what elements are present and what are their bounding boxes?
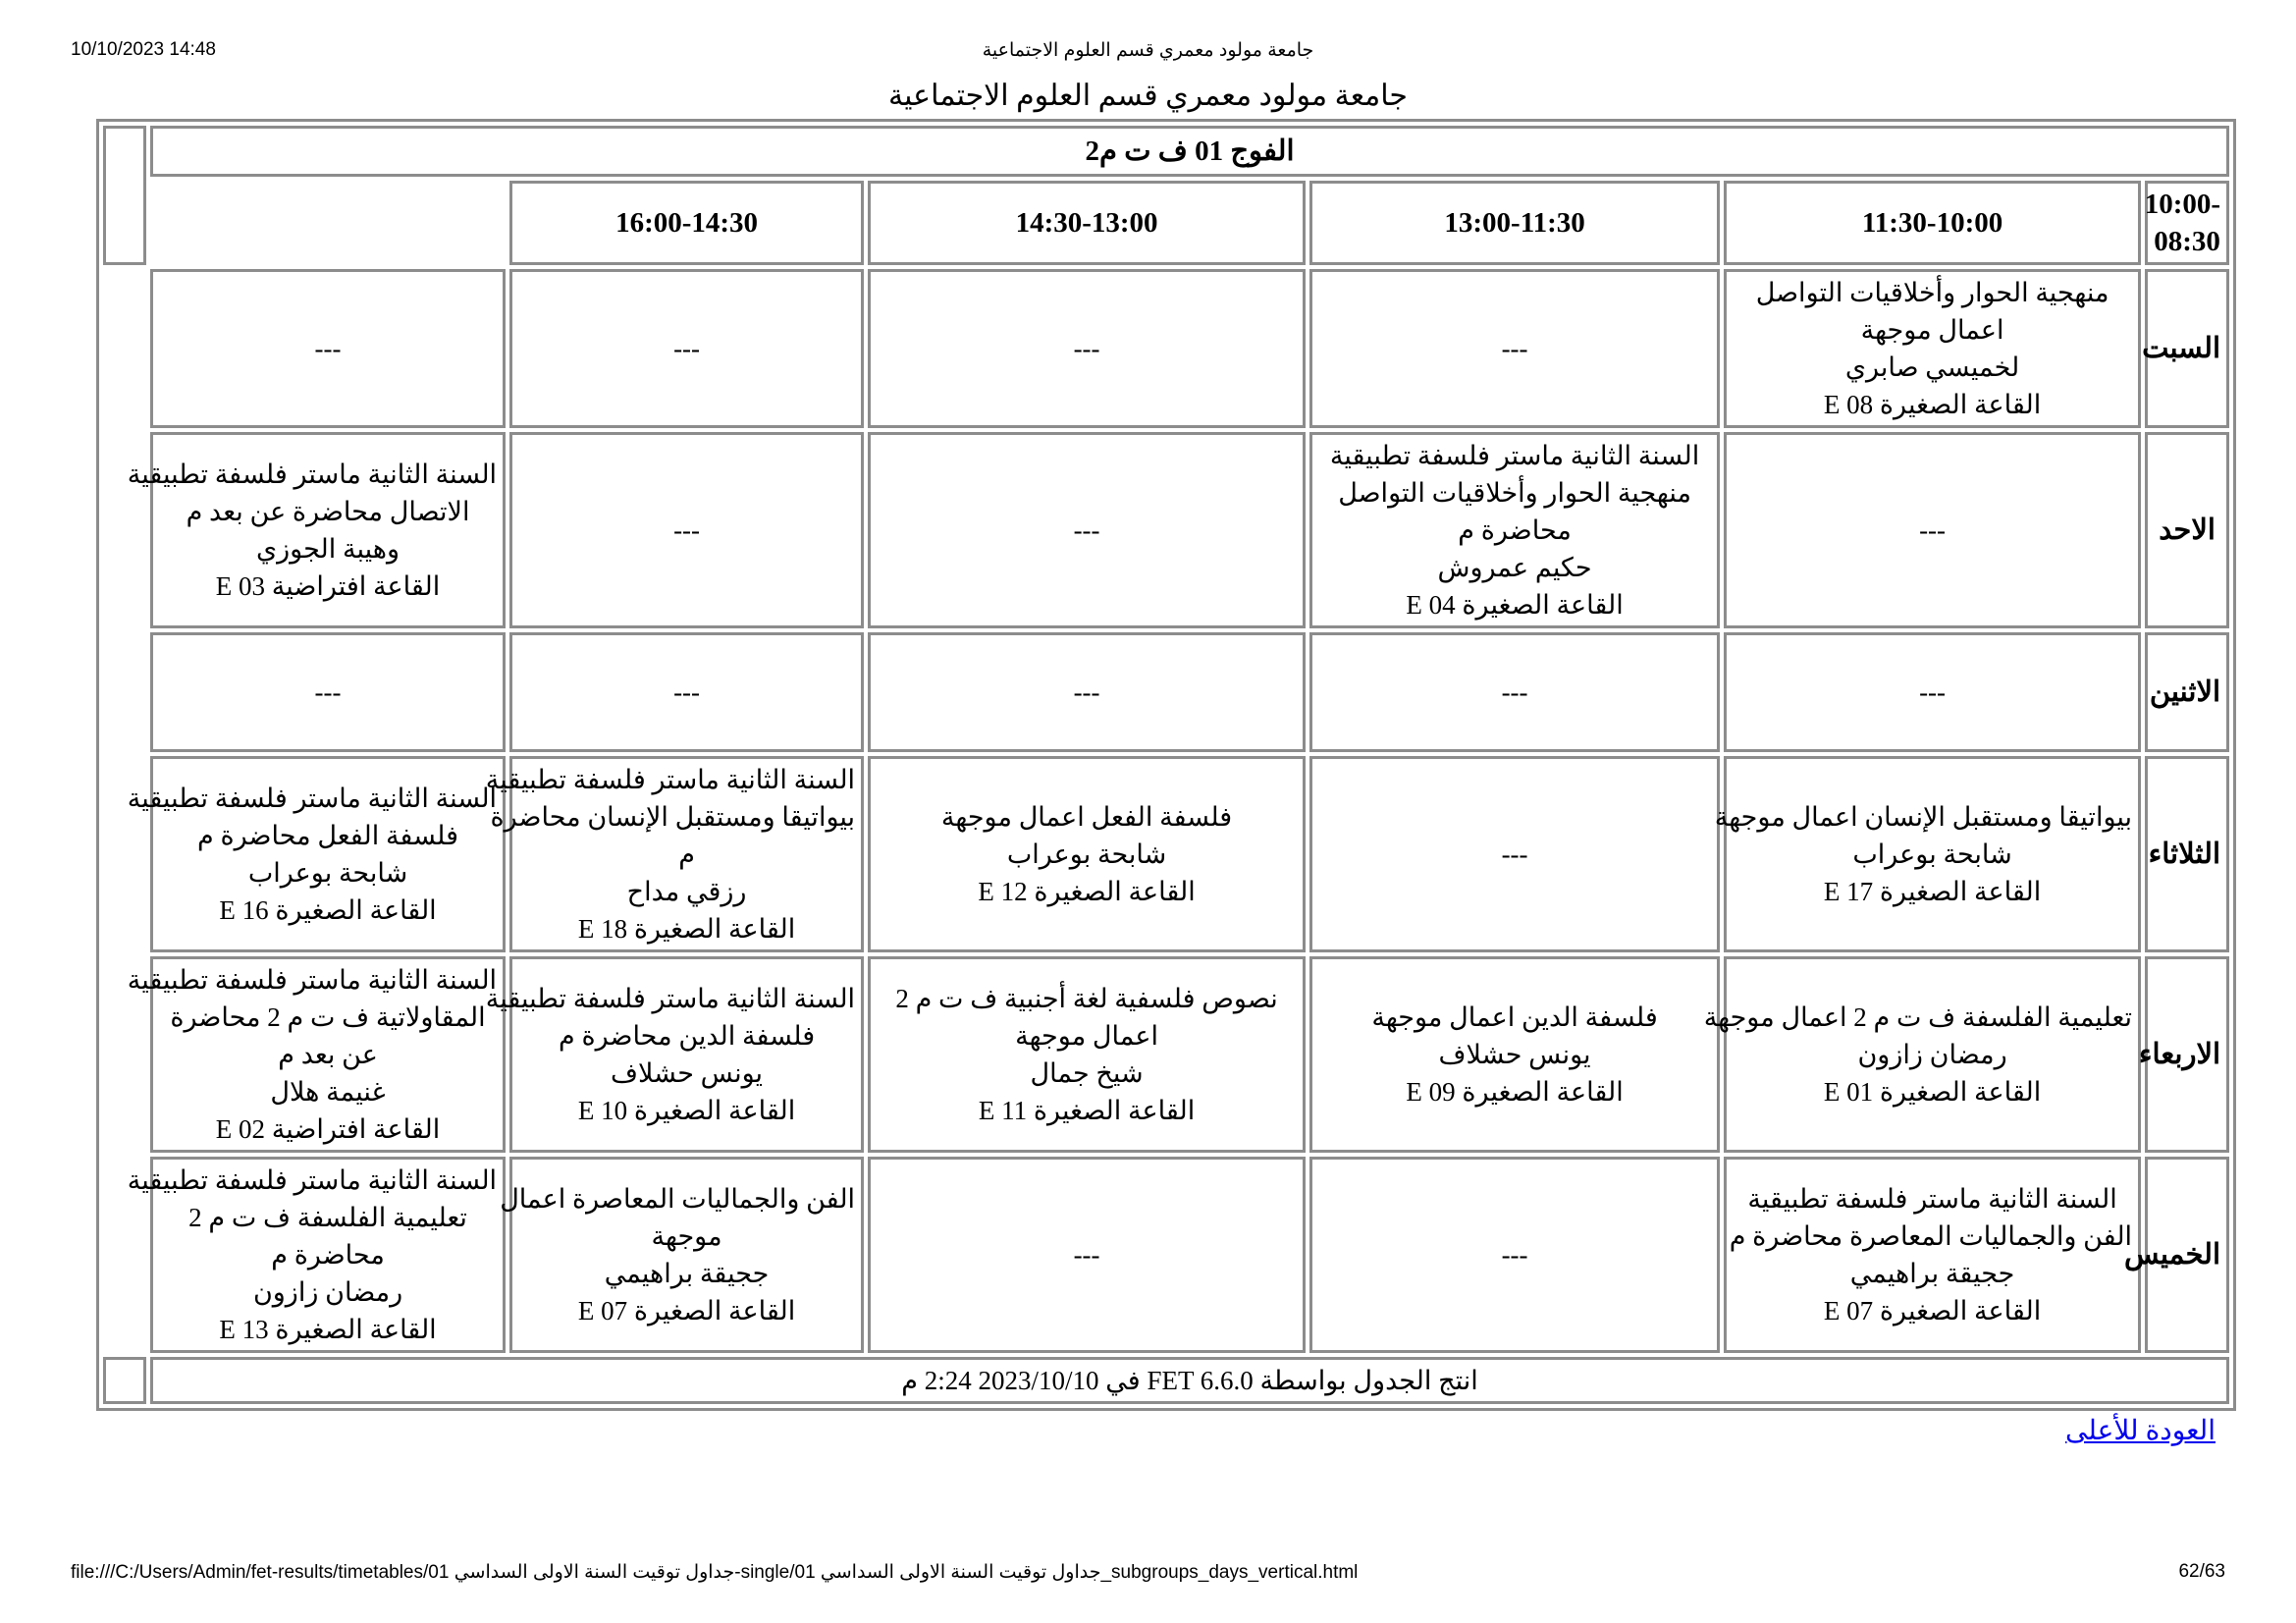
time-slot-header: 14:30-13:00 xyxy=(868,181,1306,265)
cell-line: المقاولاتية ف ت م 2 محاضرة xyxy=(170,1002,486,1032)
cell-line: ججيقة براهيمي xyxy=(1849,1259,2015,1288)
timetable-cell xyxy=(1703,956,2141,1153)
cell-line: السنة الثانية ماستر فلسفة تطبيقية xyxy=(127,965,498,995)
cell-line: يونس حشلاف xyxy=(611,1058,764,1088)
cell-line: غنيمة هلال xyxy=(270,1077,386,1107)
cell-line: --- xyxy=(673,677,701,707)
day-label: الخميس xyxy=(2145,1157,2229,1353)
day-label: الاثنين xyxy=(2145,632,2229,752)
cell-line: محاضرة م xyxy=(271,1240,385,1270)
cell-line: فلسفة الدين محاضرة م xyxy=(559,1021,816,1051)
cell-line: --- xyxy=(673,334,701,363)
cell-line: --- xyxy=(1919,677,1947,707)
cell-line: القاعة الصغيرة E 16 xyxy=(219,895,437,925)
timetable-cell xyxy=(1724,632,2141,752)
timetable-cell xyxy=(868,756,1306,952)
day-label: الاحد xyxy=(2145,432,2229,628)
cell-line: اعمال موجهة xyxy=(1015,1021,1158,1051)
timetable xyxy=(96,119,2236,1411)
cell-line: وهيبة الجوزي xyxy=(255,534,400,564)
cell-line: --- xyxy=(1073,677,1100,707)
timetable-cell xyxy=(500,1157,864,1353)
cell-line: --- xyxy=(1073,334,1100,363)
cell-line: شيخ جمال xyxy=(1030,1058,1144,1088)
timetable-cell xyxy=(1724,432,2141,628)
timetable-cell xyxy=(127,432,506,628)
cell-line: السنة الثانية ماستر فلسفة تطبيقية xyxy=(1329,441,1700,470)
cell-line: القاعة الصغيرة E 10 xyxy=(577,1096,796,1125)
cell-line: القاعة افتراضية E 02 xyxy=(215,1114,441,1144)
timetable-cell xyxy=(1714,756,2141,952)
timetable-cell xyxy=(1724,1157,2141,1353)
cell-line: حكيم عمروش xyxy=(1437,553,1592,582)
cell-line: شابحة بوعراب xyxy=(1852,839,2012,869)
cell-line: تعليمية الفلسفة ف ت م 2 xyxy=(188,1203,467,1232)
timetable-container xyxy=(96,119,2221,1411)
cell-line: --- xyxy=(1073,1240,1100,1270)
day-row xyxy=(103,1157,2229,1353)
group-name: الفوج 01 ف ت م2 xyxy=(150,126,2229,177)
timetable-cell xyxy=(485,756,864,952)
cell-line: موجهة xyxy=(651,1221,722,1251)
cell-line: السنة الثانية ماستر فلسفة تطبيقية xyxy=(485,984,856,1013)
timetable-cell xyxy=(868,632,1306,752)
time-slot-row xyxy=(103,181,2229,265)
timetable-cell xyxy=(1309,756,1720,952)
timetable-cell xyxy=(1724,269,2141,428)
timetable-cell xyxy=(1309,269,1720,428)
cell-line: القاعة الصغيرة E 08 xyxy=(1823,390,2042,419)
cell-line: السنة الثانية ماستر فلسفة تطبيقية xyxy=(127,784,498,813)
timetable-cell xyxy=(509,632,864,752)
cell-line: بيواتيقا ومستقبل الإنسان محاضرة xyxy=(490,802,856,832)
cell-line: --- xyxy=(1919,515,1947,545)
cell-line: تعليمية الفلسفة ف ت م 2 اعمال موجهة xyxy=(1703,1002,2133,1032)
cell-line: فلسفة الدين اعمال موجهة xyxy=(1371,1002,1658,1032)
timetable-cell xyxy=(868,269,1306,428)
time-slot-header: 13:00-11:30 xyxy=(1309,181,1720,265)
timetable-cell xyxy=(509,269,864,428)
cell-line: --- xyxy=(673,515,701,545)
cell-line: القاعة الصغيرة E 18 xyxy=(577,914,796,944)
timetable-cell xyxy=(485,956,864,1153)
corner-cell xyxy=(103,126,146,265)
cell-line: ججيقة براهيمي xyxy=(604,1259,770,1288)
cell-line: القاعة الصغيرة E 04 xyxy=(1406,590,1624,620)
cell-line: منهجية الحوار وأخلاقيات التواصل xyxy=(1755,278,2109,307)
cell-line: الفن والجماليات المعاصرة محاضرة م xyxy=(1729,1221,2133,1251)
day-row xyxy=(103,756,2229,952)
cell-line: القاعة الصغيرة E 01 xyxy=(1823,1077,2042,1107)
cell-line: منهجية الحوار وأخلاقيات التواصل xyxy=(1338,478,1691,508)
cell-line: --- xyxy=(1501,1240,1528,1270)
timetable-cell xyxy=(127,956,506,1153)
day-label: السبت xyxy=(2145,269,2229,428)
cell-line: الاتصال محاضرة عن بعد م xyxy=(186,497,470,526)
timetable-cell xyxy=(1309,956,1720,1153)
cell-line: القاعة الصغيرة E 07 xyxy=(577,1296,796,1325)
cell-line: --- xyxy=(1501,334,1528,363)
cell-line: القاعة الصغيرة E 13 xyxy=(219,1315,437,1344)
cell-line: القاعة افتراضية E 03 xyxy=(215,571,441,601)
day-label: الثلاثاء xyxy=(2145,756,2229,952)
file-path: file:///C:/Users/Admin/fet-results/timetables/01 جداول توقيت السنة الاولى السداسي-single/01 جداول توقيت السنة الاولى السداسي_subgroups_days_vertical.html xyxy=(71,1562,1359,1583)
cell-line: السنة الثانية ماستر فلسفة تطبيقية xyxy=(127,460,498,489)
day-row xyxy=(103,632,2229,752)
back-to-top-link[interactable]: العودة للأعلى xyxy=(2065,1416,2216,1446)
cell-line: السنة الثانية ماستر فلسفة تطبيقية xyxy=(485,765,856,794)
timetable-cell xyxy=(1309,432,1720,628)
timetable-cell xyxy=(868,432,1306,628)
cell-line: فلسفة الفعل محاضرة م xyxy=(197,821,459,850)
timetable-cell xyxy=(509,432,864,628)
timetable-body xyxy=(103,269,2229,1353)
cell-line: --- xyxy=(1073,515,1100,545)
cell-line: القاعة الصغيرة E 09 xyxy=(1406,1077,1624,1107)
cell-line: رزقي مداح xyxy=(626,877,747,906)
cell-line: شابحة بوعراب xyxy=(247,858,408,888)
timetable-cell xyxy=(127,1157,506,1353)
time-slot-header: 16:00-14:30 xyxy=(509,181,864,265)
timetable-cell xyxy=(150,269,506,428)
footer-empty-cell xyxy=(103,1357,146,1404)
cell-line: اعمال موجهة xyxy=(1860,315,2004,345)
day-row xyxy=(103,956,2229,1153)
cell-line: يونس حشلاف xyxy=(1438,1040,1591,1069)
cell-line: شابحة بوعراب xyxy=(1006,839,1167,869)
time-slot-header: 11:30-10:00 xyxy=(1724,181,2141,265)
cell-line: القاعة الصغيرة E 11 xyxy=(978,1096,1196,1125)
time-slot-header: 10:00-08:30 xyxy=(2145,181,2229,265)
timetable-cell xyxy=(868,956,1306,1153)
day-label: الاربعاء xyxy=(2145,956,2229,1153)
cell-line: نصوص فلسفية لغة أجنبية ف ت م 2 xyxy=(895,984,1278,1013)
cell-line: عن بعد م xyxy=(278,1040,378,1069)
cell-line: رمضان زازون xyxy=(252,1277,403,1307)
cell-line: لخميسي صابري xyxy=(1844,352,2020,382)
day-row xyxy=(103,269,2229,428)
cell-line: --- xyxy=(314,334,342,363)
timetable-cell xyxy=(1309,1157,1720,1353)
cell-line: السنة الثانية ماستر فلسفة تطبيقية xyxy=(127,1165,498,1195)
cell-line: محاضرة م xyxy=(1458,515,1572,545)
timetable-cell xyxy=(150,632,506,752)
print-footer xyxy=(71,1561,2225,1591)
timetable-cell xyxy=(868,1157,1306,1353)
cell-line: --- xyxy=(1501,677,1528,707)
page-title: جامعة مولود معمري قسم العلوم الاجتماعية xyxy=(888,80,1408,112)
print-title: جامعة مولود معمري قسم العلوم الاجتماعية xyxy=(982,40,1314,61)
print-datetime: 10/10/2023 14:48 xyxy=(71,39,216,60)
cell-line: --- xyxy=(314,677,342,707)
timetable-cell xyxy=(127,756,506,952)
generated-by-note: انتج الجدول بواسطة FET 6.6.0 في 2023/10/10 2:24 م xyxy=(150,1357,2229,1404)
print-header xyxy=(71,39,2225,69)
cell-line: --- xyxy=(1501,839,1528,869)
cell-line: م xyxy=(678,839,695,869)
cell-line: بيواتيقا ومستقبل الإنسان اعمال موجهة xyxy=(1714,802,2133,832)
cell-line: السنة الثانية ماستر فلسفة تطبيقية xyxy=(1747,1184,2117,1214)
cell-line: الفن والجماليات المعاصرة اعمال xyxy=(500,1184,856,1214)
day-row xyxy=(103,432,2229,628)
page-number: 62/63 xyxy=(2178,1561,2225,1582)
cell-line: رمضان زازون xyxy=(1857,1040,2007,1069)
timetable-cell xyxy=(1309,632,1720,752)
cell-line: القاعة الصغيرة E 12 xyxy=(978,877,1196,906)
cell-line: فلسفة الفعل اعمال موجهة xyxy=(940,802,1233,832)
cell-line: القاعة الصغيرة E 07 xyxy=(1823,1296,2042,1325)
cell-line: القاعة الصغيرة E 17 xyxy=(1823,877,2042,906)
